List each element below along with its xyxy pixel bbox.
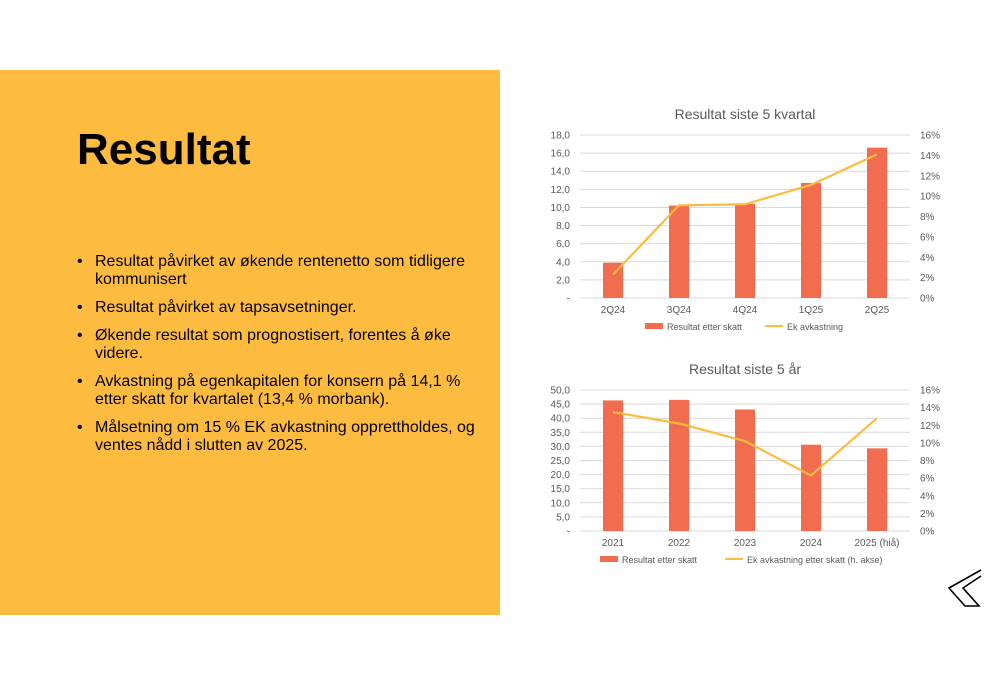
category-label: 2025 (hiå) bbox=[854, 538, 900, 549]
right-axis-tick: 6% bbox=[920, 232, 935, 244]
right-axis-tick: 16% bbox=[920, 130, 941, 142]
left-axis-tick: 5,0 bbox=[556, 512, 570, 524]
right-axis-tick: 12% bbox=[920, 171, 941, 183]
right-axis-tick: 14% bbox=[920, 403, 941, 415]
left-axis-tick: 14,0 bbox=[550, 166, 570, 178]
category-label: 2022 bbox=[667, 538, 691, 549]
right-axis-tick: 4% bbox=[920, 252, 935, 264]
left-axis-tick: 16,0 bbox=[550, 148, 570, 160]
slide-title: Resultat bbox=[77, 125, 251, 174]
left-axis-tick: 40,0 bbox=[550, 413, 570, 425]
bullet-text: Målsetning om 15 % EK avkastning opprettholdes, og ventes nådd i slutten av 2025. bbox=[95, 419, 475, 454]
left-axis-tick: 45,0 bbox=[550, 399, 570, 411]
bullet-item bbox=[77, 419, 477, 455]
bar bbox=[867, 448, 887, 531]
bullet-list bbox=[77, 253, 477, 465]
bar bbox=[801, 183, 821, 298]
left-axis-tick: 4,0 bbox=[556, 257, 570, 269]
bar bbox=[669, 206, 689, 298]
left-axis-tick: 50,0 bbox=[550, 385, 570, 397]
bullet-item bbox=[77, 373, 477, 409]
category-label: 4Q24 bbox=[732, 305, 758, 316]
left-axis-tick: 20,0 bbox=[550, 470, 570, 482]
bar bbox=[603, 400, 623, 531]
bullet-dot: • bbox=[77, 327, 83, 344]
bar bbox=[867, 148, 887, 298]
bullet-item bbox=[77, 299, 477, 317]
left-axis-tick: 10,0 bbox=[550, 498, 570, 510]
line-series bbox=[613, 412, 877, 475]
right-axis-tick: 12% bbox=[920, 420, 941, 432]
bullet-text: Avkastning på egenkapitalen for konsern på 14,1 % etter skatt for kvartalet (13,4 % morbank). bbox=[95, 373, 461, 408]
right-axis-tick: 2% bbox=[920, 273, 935, 285]
company-logo-icon bbox=[945, 568, 983, 608]
right-axis-tick: 0% bbox=[920, 526, 935, 538]
right-axis-tick: 16% bbox=[920, 385, 941, 397]
category-label: 2021 bbox=[601, 538, 625, 549]
bullet-dot: • bbox=[77, 299, 83, 316]
category-label: 2023 bbox=[733, 538, 757, 549]
left-axis-tick: 25,0 bbox=[550, 456, 570, 467]
right-axis-tick: 8% bbox=[920, 212, 935, 223]
right-axis-tick: 10% bbox=[920, 438, 941, 450]
right-axis-tick: 0% bbox=[920, 293, 935, 305]
right-axis-tick: 10% bbox=[920, 191, 941, 203]
left-axis-tick: 12,0 bbox=[550, 184, 570, 196]
chart-title: Resultat siste 5 år bbox=[688, 361, 802, 377]
legend-swatch-bar bbox=[645, 323, 663, 329]
left-axis-tick: 15,0 bbox=[550, 484, 570, 496]
left-axis-tick: 10,0 bbox=[550, 202, 570, 214]
left-panel bbox=[0, 70, 500, 615]
left-axis-tick: - bbox=[566, 526, 570, 538]
left-axis-tick: - bbox=[566, 293, 570, 305]
category-label: 1Q25 bbox=[798, 305, 824, 316]
bullet-item bbox=[77, 253, 477, 289]
legend-swatch-bar bbox=[600, 556, 618, 562]
category-label: 3Q24 bbox=[666, 305, 692, 316]
bullet-dot: • bbox=[77, 419, 83, 436]
left-axis-tick: 35,0 bbox=[550, 427, 570, 439]
category-label: 2Q25 bbox=[864, 305, 890, 316]
bullet-dot: • bbox=[77, 373, 83, 390]
bar bbox=[669, 400, 689, 531]
left-axis-tick: 18,0 bbox=[550, 130, 570, 142]
right-axis-tick: 4% bbox=[920, 491, 935, 503]
left-axis-tick: 6,0 bbox=[556, 239, 570, 251]
bar bbox=[603, 263, 623, 298]
category-label: 2024 bbox=[799, 538, 823, 549]
legend-label: Resultat etter skatt bbox=[622, 555, 698, 565]
bullet-item bbox=[77, 327, 477, 363]
right-axis-tick: 2% bbox=[920, 508, 935, 520]
bullet-dot: • bbox=[77, 253, 83, 270]
left-axis-tick: 8,0 bbox=[556, 221, 570, 233]
bullet-text: Resultat påvirket av økende rentenetto som tidligere kommunisert bbox=[95, 253, 465, 288]
bar bbox=[735, 409, 755, 531]
bar bbox=[801, 445, 821, 531]
legend-label: Ek avkastning etter skatt (h. akse) bbox=[747, 555, 883, 565]
bullet-text: Økende resultat som prognostisert, forentes å øke videre. bbox=[95, 327, 451, 362]
line-series bbox=[613, 154, 877, 274]
legend-label: Ek avkastning bbox=[787, 322, 844, 332]
right-axis-tick: 8% bbox=[920, 456, 935, 467]
legend-label: Resultat etter skatt bbox=[667, 322, 743, 332]
chart-title: Resultat siste 5 kvartal bbox=[674, 106, 816, 122]
bar bbox=[735, 204, 755, 298]
right-axis-tick: 14% bbox=[920, 150, 941, 162]
category-label: 2Q24 bbox=[600, 305, 626, 316]
right-axis-tick: 6% bbox=[920, 473, 935, 485]
left-axis-tick: 2,0 bbox=[556, 275, 570, 287]
left-axis-tick: 30,0 bbox=[550, 441, 570, 453]
bullet-text: Resultat påvirket av tapsavsetninger. bbox=[95, 299, 357, 316]
